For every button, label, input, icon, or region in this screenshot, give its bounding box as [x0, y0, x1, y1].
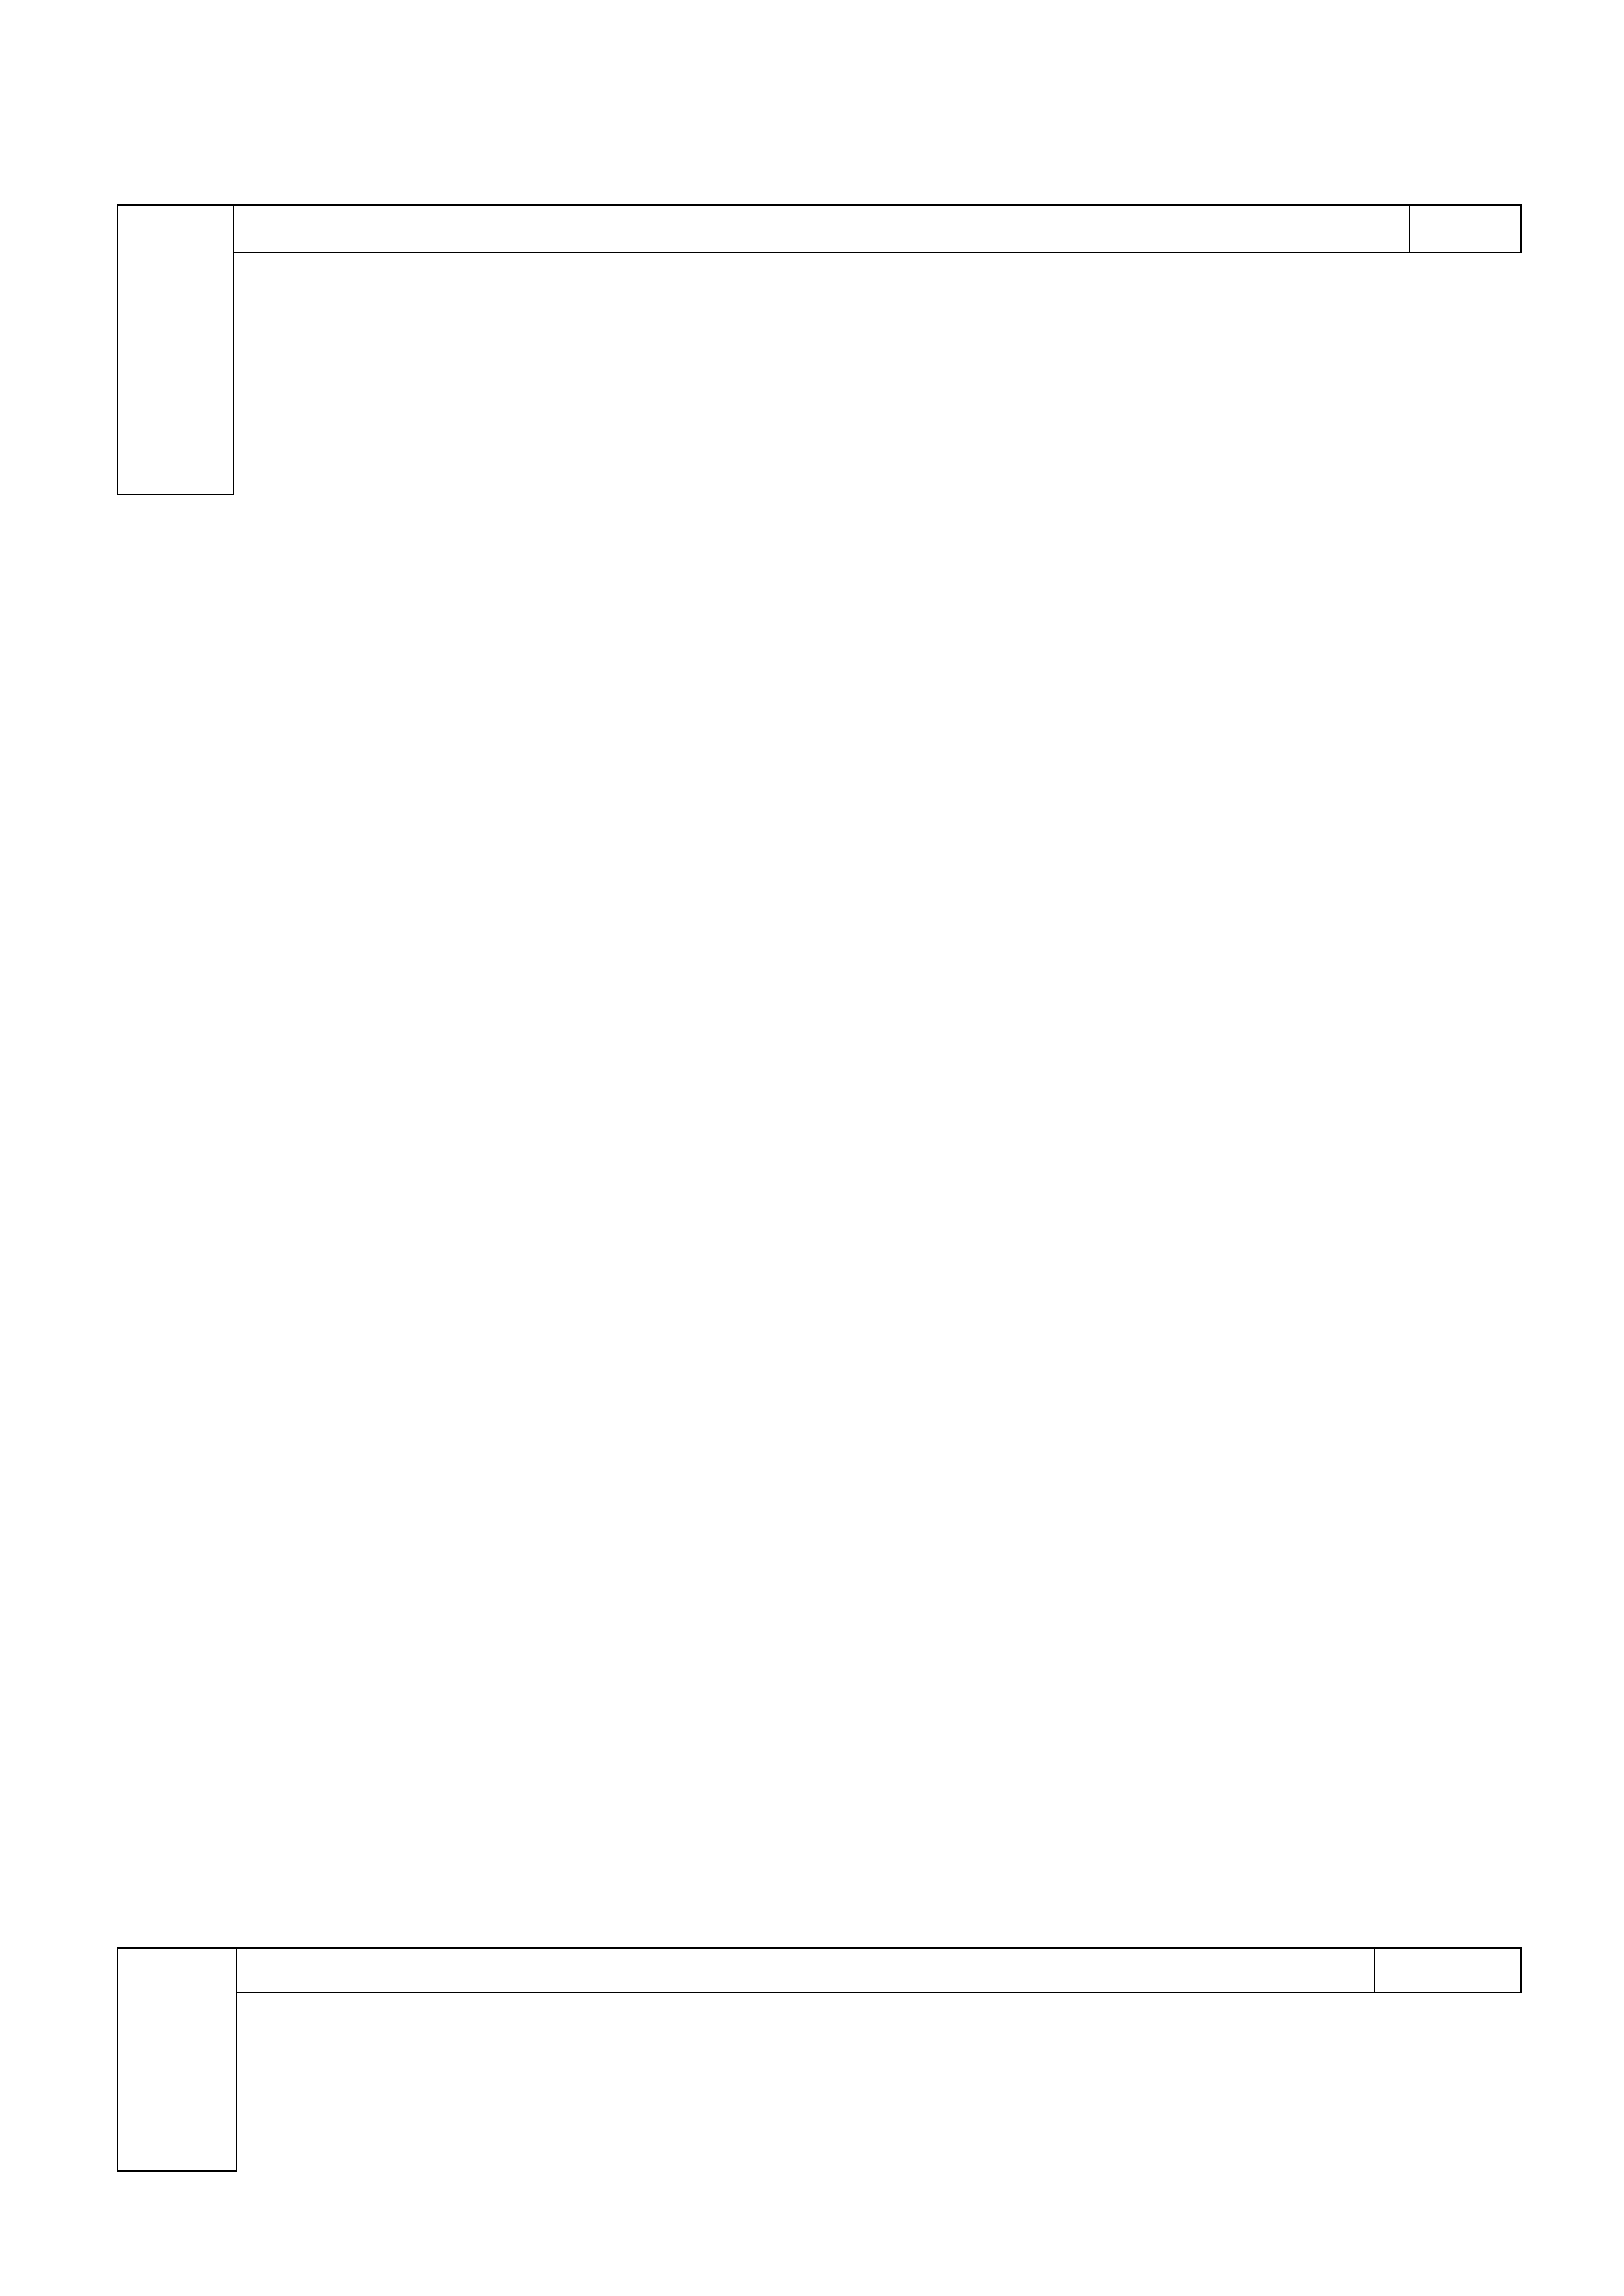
org-header-2: [117, 1948, 236, 2171]
other-header: [1410, 205, 1521, 252]
group-header: [233, 205, 1410, 252]
other-header-2: [1374, 1948, 1521, 1993]
monitoring-table-1: [117, 204, 1522, 495]
monitoring-table-2: [117, 1947, 1522, 2172]
org-header: [117, 205, 233, 495]
group-header-2: [236, 1948, 1374, 1993]
